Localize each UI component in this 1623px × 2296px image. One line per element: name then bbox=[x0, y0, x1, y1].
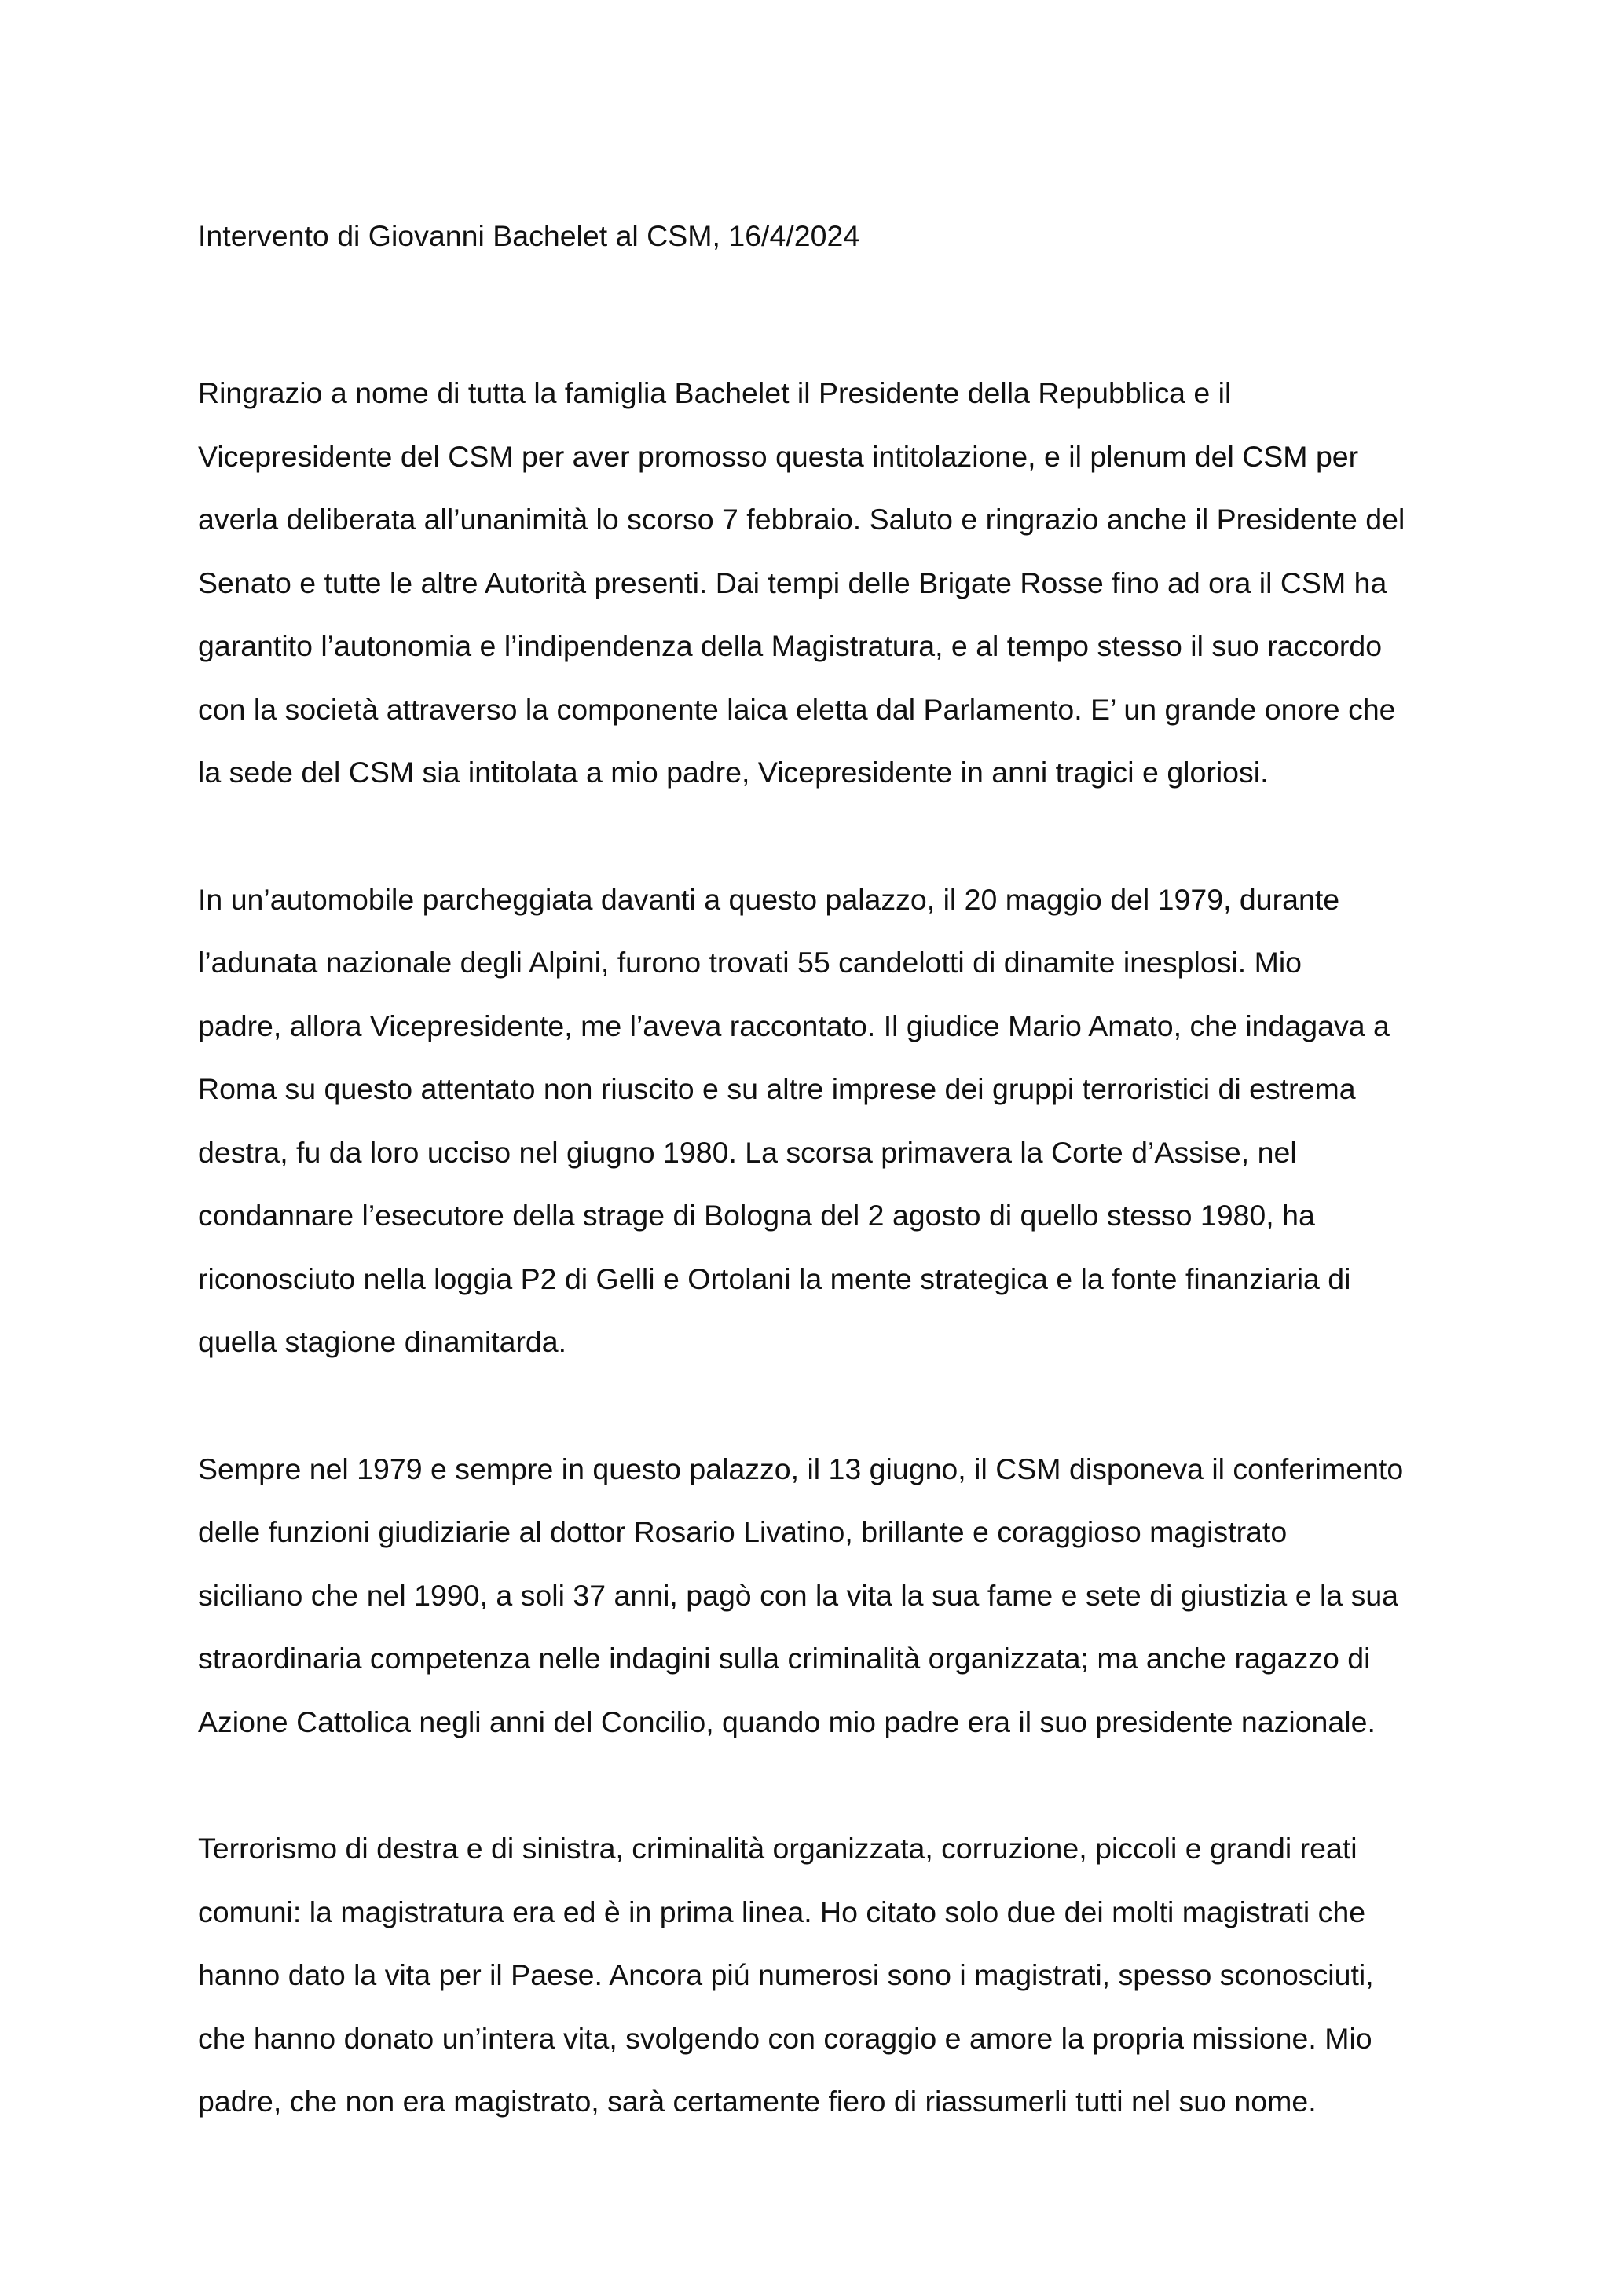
text-line: delle funzioni giudiziarie al dottor Rosario Livatino, brillante e coraggioso magistrato bbox=[198, 1515, 1288, 1548]
text-line: Vicepresidente del CSM per aver promosso questa intitolazione, e il plenum del CSM per bbox=[198, 439, 1359, 473]
text-line: comuni: la magistratura era ed è in prima linea. Ho citato solo due dei molti magistrati che bbox=[198, 1895, 1366, 1928]
text-line: che hanno donato un’intera vita, svolgendo con coraggio e amore la propria missione. Mio bbox=[198, 2021, 1372, 2055]
text-line: quella stagione dinamitarda. bbox=[198, 1325, 567, 1358]
text-line: averla deliberata all’unanimità lo scorso 7 febbraio. Saluto e ringrazio anche il Presidente del bbox=[198, 503, 1405, 536]
text-line: Ringrazio a nome di tutta la famiglia Bachelet il Presidente della Repubblica e il bbox=[198, 376, 1232, 409]
text-line: hanno dato la vita per il Paese. Ancora piú numerosi sono i magistrati, spesso sconosciuti, bbox=[198, 1958, 1374, 1991]
paragraph-3 bbox=[198, 1437, 1439, 1754]
text-line: Senato e tutte le altre Autorità presenti. Dai tempi delle Brigate Rosse fino ad ora il CSM ha bbox=[198, 566, 1387, 599]
text-line: la sede del CSM sia intitolata a mio padre, Vicepresidente in anni tragici e gloriosi. bbox=[198, 756, 1269, 789]
text-line: Azione Cattolica negli anni del Concilio, quando mio padre era il suo presidente nazionale. bbox=[198, 1705, 1376, 1738]
text-line: padre, allora Vicepresidente, me l’aveva raccontato. Il giudice Mario Amato, che indagava a bbox=[198, 1009, 1390, 1042]
text-line: siciliano che nel 1990, a soli 37 anni, pagò con la vita la sua fame e sete di giustizia e la sua bbox=[198, 1578, 1399, 1612]
document-body bbox=[198, 212, 1439, 2197]
text-line: con la società attraverso la componente laica eletta dal Parlamento. E’ un grande onore che bbox=[198, 692, 1396, 726]
document-title: Intervento di Giovanni Bachelet al CSM, 16/4/2024 bbox=[198, 219, 860, 252]
text-line: Sempre nel 1979 e sempre in questo palazzo, il 13 giugno, il CSM disponeva il conferimento bbox=[198, 1452, 1404, 1485]
text-line: In un’automobile parcheggiata davanti a questo palazzo, il 20 maggio del 1979, durante bbox=[198, 882, 1340, 916]
text-line: destra, fu da loro ucciso nel giugno 1980. La scorsa primavera la Corte d’Assise, nel bbox=[198, 1135, 1297, 1169]
text-line: Roma su questo attentato non riuscito e su altre imprese dei gruppi terroristici di estrema bbox=[198, 1072, 1356, 1105]
paragraph-1 bbox=[198, 361, 1439, 804]
paragraph-2 bbox=[198, 868, 1439, 1374]
text-line: garantito l’autonomia e l’indipendenza della Magistratura, e al tempo stesso il suo raccordo bbox=[198, 629, 1383, 662]
text-line: condannare l’esecutore della strage di Bologna del 2 agosto di quello stesso 1980, ha bbox=[198, 1199, 1315, 1232]
text-line: l’adunata nazionale degli Alpini, furono trovati 55 candelotti di dinamite inesplosi. Mio bbox=[198, 946, 1302, 979]
text-line: padre, che non era magistrato, sarà certamente fiero di riassumerli tutti nel suo nome. bbox=[198, 2085, 1317, 2118]
text-line: Terrorismo di destra e di sinistra, criminalità organizzata, corruzione, piccoli e grandi reati bbox=[198, 1832, 1357, 1865]
text-line: riconosciuto nella loggia P2 di Gelli e Ortolani la mente strategica e la fonte finanziaria di bbox=[198, 1262, 1351, 1295]
paragraph-4 bbox=[198, 1817, 1439, 2133]
text-line: straordinaria competenza nelle indagini sulla criminalità organizzata; ma anche ragazzo di bbox=[198, 1642, 1371, 1675]
